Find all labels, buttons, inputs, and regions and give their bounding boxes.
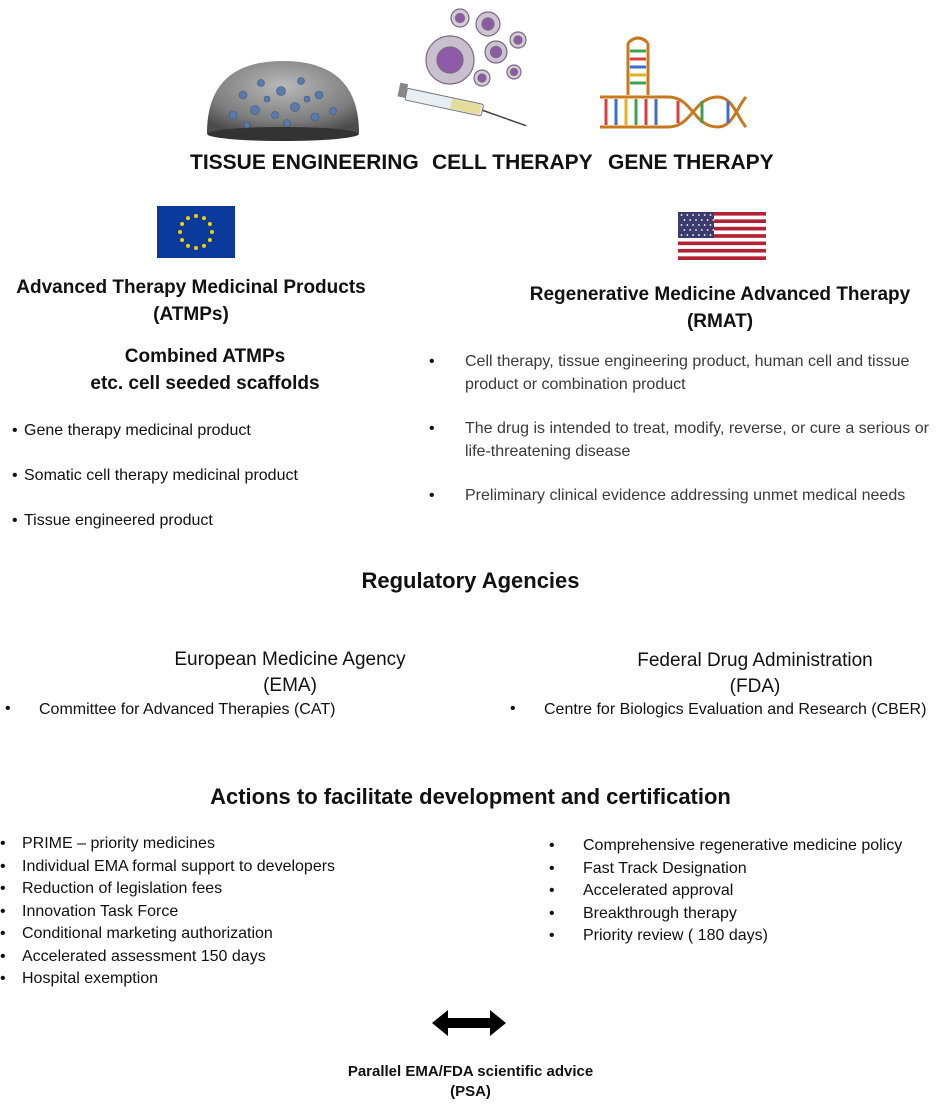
fda-bullet: •	[510, 700, 516, 717]
atmp-title-line1: Advanced Therapy Medicinal Products	[16, 277, 366, 298]
regulatory-agencies-heading: Regulatory Agencies	[361, 568, 580, 593]
ema-bullet: •	[5, 700, 11, 717]
list-item: • Tissue engineered product	[12, 511, 372, 531]
list-item: • Accelerated approval	[549, 880, 939, 903]
list-item: • Breakthrough therapy	[549, 903, 939, 926]
list-item: • Comprehensive regenerative medicine policy	[549, 835, 939, 858]
atmp-title	[0, 274, 382, 328]
fda-block	[600, 648, 910, 700]
psa-line2: (PSA)	[450, 1083, 491, 1100]
ema-block	[140, 647, 440, 699]
gene-therapy-label: GENE THERAPY	[608, 151, 774, 174]
ema-actions-list	[0, 833, 420, 991]
tissue-engineering-label: TISSUE ENGINEERING	[190, 151, 419, 174]
list-item: • Preliminary clinical evidence addressing unmet medical needs	[429, 484, 939, 507]
fda-actions-list	[549, 835, 939, 948]
fda-abbr: (FDA)	[729, 676, 781, 697]
cell-therapy-syringe-illustration	[392, 0, 532, 130]
cell-therapy-label: CELL THERAPY	[432, 151, 593, 174]
list-item: • Gene therapy medicinal product	[12, 421, 372, 441]
list-item: • Conditional marketing authorization	[0, 923, 420, 946]
actions-heading: Actions to facilitate development and certification	[210, 784, 731, 809]
ema-abbr: (EMA)	[263, 675, 317, 696]
list-item: • Reduction of legislation fees	[0, 878, 420, 901]
tissue-engineering-scaffold-illustration	[203, 55, 363, 145]
list-item: • PRIME – priority medicines	[0, 833, 420, 856]
list-item: • Somatic cell therapy medicinal product	[12, 466, 372, 486]
combined-atmps-line2: etc. cell seeded scaffolds	[90, 373, 320, 394]
list-item: • Fast Track Designation	[549, 858, 939, 881]
combined-atmps-title	[0, 343, 410, 397]
list-item: • Innovation Task Force	[0, 901, 420, 924]
list-item: • Hospital exemption	[0, 968, 420, 991]
list-item: • Accelerated assessment 150 days	[0, 946, 420, 969]
ema-name: European Medicine Agency	[174, 649, 406, 670]
list-item: • Individual EMA formal support to developers	[0, 856, 420, 879]
rmat-title	[500, 281, 940, 335]
atmp-type-list	[12, 421, 372, 556]
list-item: • Priority review ( 180 days)	[549, 925, 939, 948]
fda-name: Federal Drug Administration	[637, 650, 873, 671]
double-arrow-icon	[432, 1008, 506, 1038]
list-item: • The drug is intended to treat, modify, reverse, or cure a serious or life-threatening disease	[429, 417, 939, 463]
rmat-title-line1: Regenerative Medicine Advanced Therapy	[529, 284, 911, 305]
psa-block	[0, 1062, 941, 1102]
eu-flag-icon	[157, 206, 235, 258]
gene-therapy-dna-illustration	[598, 35, 748, 135]
ema-committee: Committee for Advanced Therapies (CAT)	[39, 701, 336, 718]
atmp-title-line2: (ATMPs)	[153, 304, 229, 325]
rmat-title-line2: (RMAT)	[686, 311, 754, 332]
fda-centre: Centre for Biologics Evaluation and Research (CBER)	[544, 701, 927, 718]
combined-atmps-line1: Combined ATMPs	[124, 346, 286, 367]
psa-line1: Parallel EMA/FDA scientific advice	[347, 1063, 594, 1080]
list-item: • Cell therapy, tissue engineering product, human cell and tissue product or combination product	[429, 350, 939, 396]
rmat-criteria-list	[429, 350, 939, 528]
us-flag-icon	[678, 212, 766, 260]
